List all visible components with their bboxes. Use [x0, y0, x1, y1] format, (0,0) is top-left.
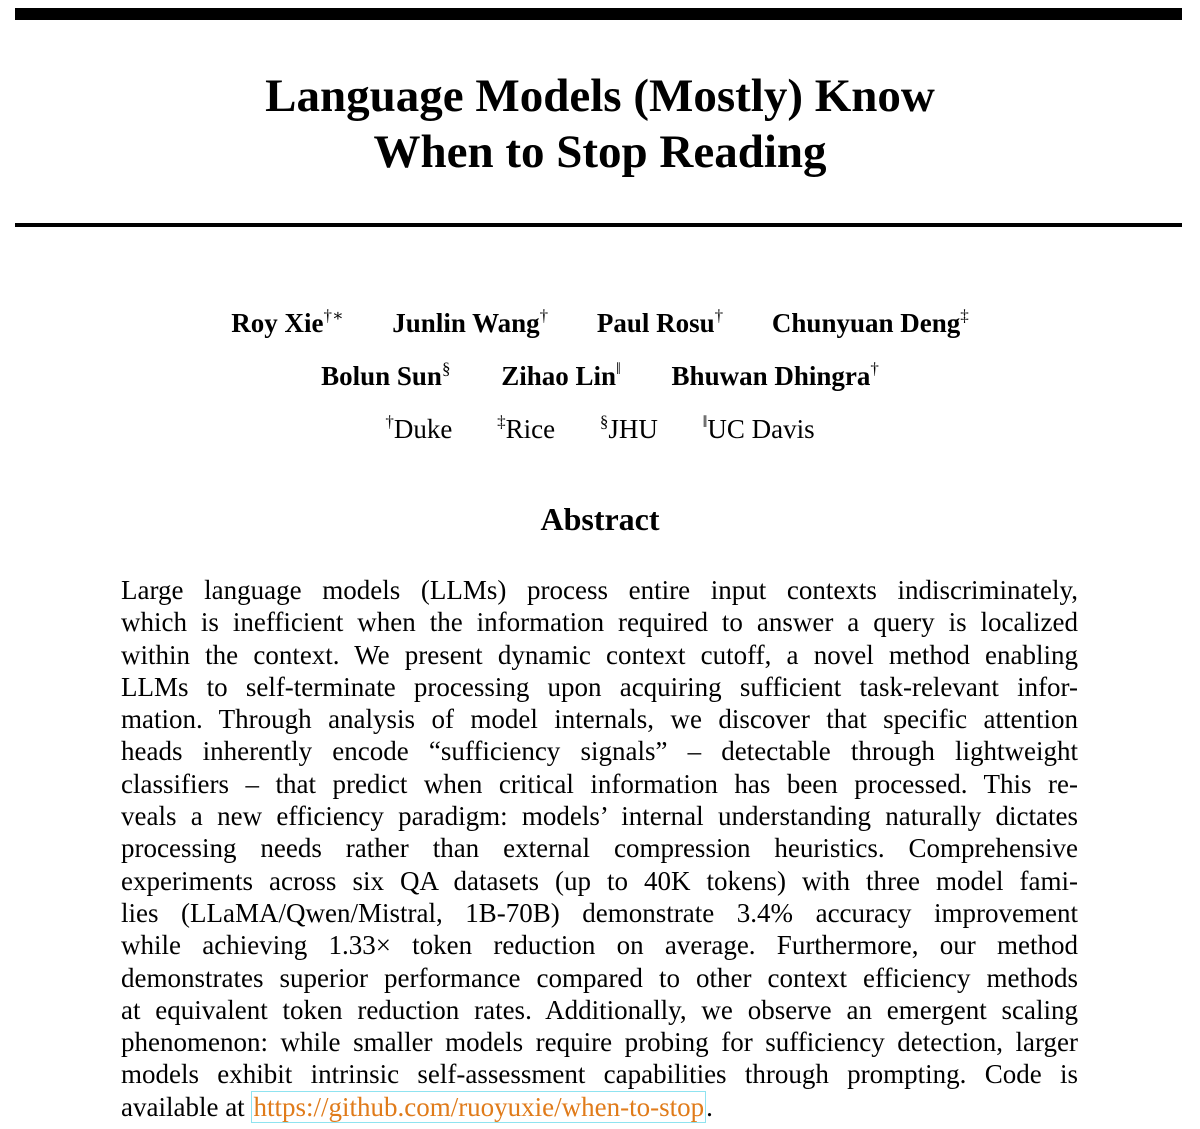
abstract-final-prefix: available at	[121, 1091, 252, 1122]
abstract-line: which is inefficient when the information required to answer a query is localized	[121, 607, 1078, 638]
abstract-final-suffix: .	[706, 1091, 713, 1122]
abstract-line: Large language models (LLMs) process entire input contexts indiscriminately,	[121, 575, 1078, 605]
abstract-line: at equivalent token reduction rates. Additionally, we observe an emergent scaling	[121, 994, 1078, 1025]
abstract-line: heads inherently encode “sufficiency signals” – detectable through lightweight	[121, 736, 1078, 767]
author-line-2	[0, 360, 1200, 392]
abstract-line: mation. Through analysis of model internals, we discover that specific attention	[121, 704, 1078, 735]
affiliation: §JHU	[599, 412, 658, 444]
abstract-line: classifiers – that predict when critical information has been processed. This re-	[121, 768, 1078, 799]
abstract-line: demonstrates superior performance compared to other context efficiency methods	[121, 962, 1078, 993]
title-line-2: When to Stop Reading	[373, 126, 827, 178]
abstract-line: models exhibit intrinsic self-assessment capabilities through prompting. Code is	[121, 1059, 1078, 1090]
abstract-line: LLMs to self-terminate processing upon acquiring sufficient task-relevant infor-	[121, 671, 1078, 702]
author: Bolun Sun§	[321, 359, 451, 391]
abstract-line: experiments across six QA datasets (up to 40K tokens) with three model fami-	[121, 865, 1078, 896]
title-bottom-rule	[15, 223, 1182, 227]
author: Roy Xie†∗	[231, 306, 344, 338]
author: Chunyuan Deng‡	[771, 306, 969, 338]
author-line-1	[0, 307, 1200, 339]
top-rule	[15, 8, 1182, 20]
abstract-line: phenomenon: while smaller models require probing for sufficiency detection, larger	[121, 1027, 1078, 1058]
author: Bhuwan Dhingra†	[671, 359, 879, 391]
affiliations	[0, 413, 1200, 445]
abstract-line: within the context. We present dynamic context cutoff, a novel method enabling	[121, 639, 1078, 670]
author: Junlin Wang†	[392, 306, 549, 338]
abstract-final-line	[121, 1091, 1078, 1123]
author: Zihao Lin‖	[501, 359, 621, 391]
affiliation: ‡Rice	[497, 412, 556, 444]
abstract-line: veals a new efficiency paradigm: models’ internal understanding naturally dictates	[121, 801, 1078, 832]
affiliation: †Duke	[385, 412, 453, 444]
abstract-heading: Abstract	[540, 501, 660, 537]
abstract-body	[121, 574, 1078, 1123]
affiliation: ‖UC Davis	[702, 412, 815, 444]
paper-title	[0, 68, 1200, 180]
author: Paul Rosu†	[596, 306, 724, 338]
code-repo-link[interactable]: https://github.com/ruoyuxie/when-to-stop	[253, 1091, 705, 1122]
abstract-line: processing needs rather than external compression heuristics. Comprehensive	[121, 833, 1078, 864]
abstract-line: lies (LLaMA/Qwen/Mistral, 1B-70B) demonstrate 3.4% accuracy improvement	[121, 897, 1078, 928]
abstract-line: while achieving 1.33× token reduction on average. Furthermore, our method	[121, 930, 1078, 961]
title-line-1: Language Models (Mostly) Know	[265, 70, 935, 122]
